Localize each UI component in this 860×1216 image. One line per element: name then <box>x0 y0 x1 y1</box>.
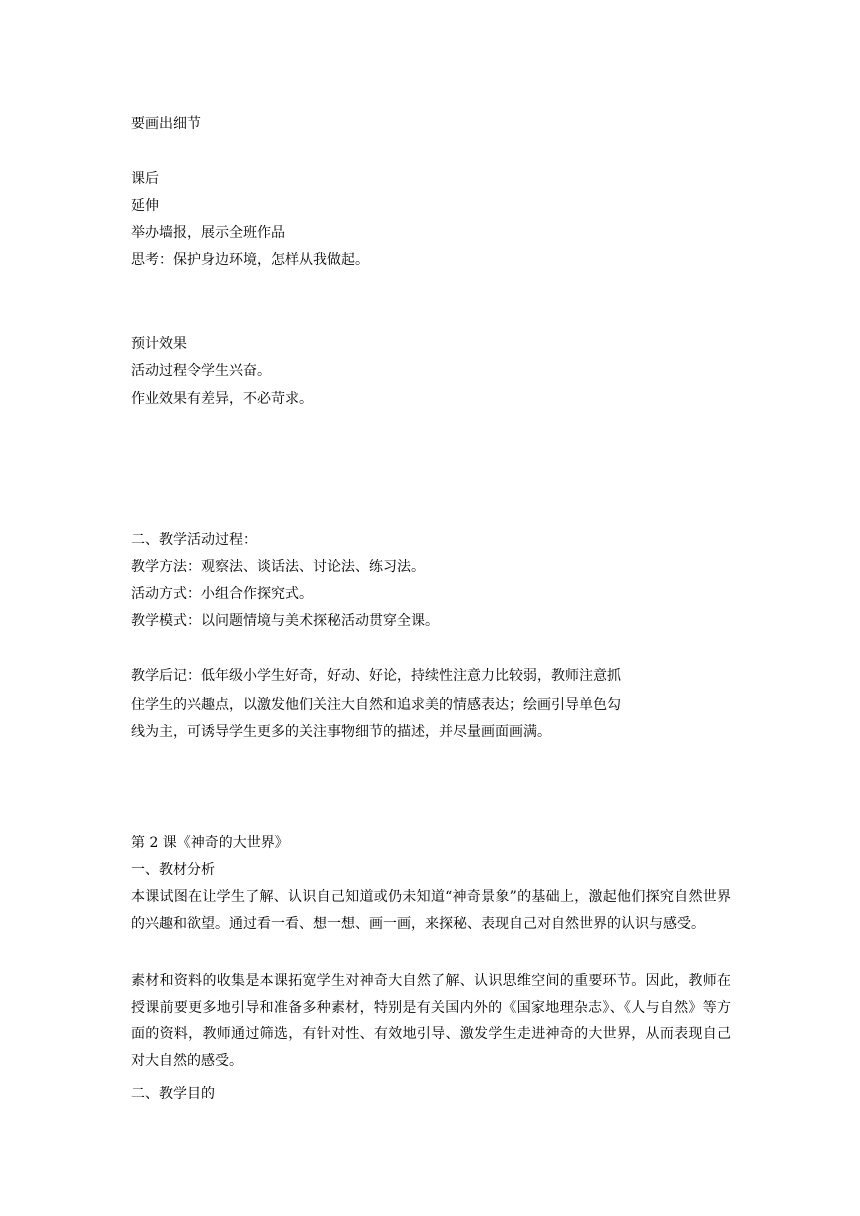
section-heading: 二、教学目的 <box>131 1086 215 1102</box>
section-heading: 二、教学活动过程： <box>131 532 257 548</box>
text-line: 作业效果有差异，不必苛求。 <box>131 391 313 407</box>
text-line: 思考：保护身边环境，怎样从我做起。 <box>131 252 369 268</box>
text-line: 住学生的兴趣点，以激发他们关注大自然和追求美的情感表达；绘画引导单色勾 <box>131 697 621 713</box>
paragraph: 本课试图在让学生了解、认识自己知道或仍未知道“神奇景象”的基础上，激起他们探究自然世界的兴趣和欲望。通过看一看、想一想、画一画，来探秘、表现自己对自然世界的认识与感受。 <box>131 889 731 932</box>
paragraph: 素材和资料的收集是本课拓宽学生对神奇大自然了解、认识思维空间的重要环节。因此，教师在授课前要更多地引导和准备多种素材，特别是有关国内外的《国家地理杂志》、《人与自然》等方面的资料，教师通过筛选，有针对性、有效地引导、激发学生走进神奇的大世界，从而表现自己对大自然的感受。 <box>131 973 731 1069</box>
text-line: 活动方式：小组合作探究式。 <box>131 586 313 602</box>
text-line: 线为主，可诱导学生更多的关注事物细节的描述，并尽量画面画满。 <box>131 724 551 740</box>
text-line: 教学方法：观察法、谈话法、讨论法、练习法。 <box>131 559 425 575</box>
text-line: 教学后记：低年级小学生好奇，好动、好论，持续性注意力比较弱，教师注意抓 <box>131 668 621 684</box>
lesson-title: 第 2 课《神奇的大世界》 <box>131 835 289 851</box>
section-heading: 一、教材分析 <box>131 862 215 878</box>
text-line: 活动过程令学生兴奋。 <box>131 363 271 379</box>
section-label: 预计效果 <box>131 336 187 352</box>
text-line: 教学模式：以问题情境与美术探秘活动贯穿全课。 <box>131 613 439 629</box>
text-line: 要画出细节 <box>131 116 201 132</box>
text-line: 课后 <box>131 171 159 187</box>
text-line: 延伸 <box>131 198 159 214</box>
text-line: 举办墙报，展示全班作品 <box>131 225 285 241</box>
